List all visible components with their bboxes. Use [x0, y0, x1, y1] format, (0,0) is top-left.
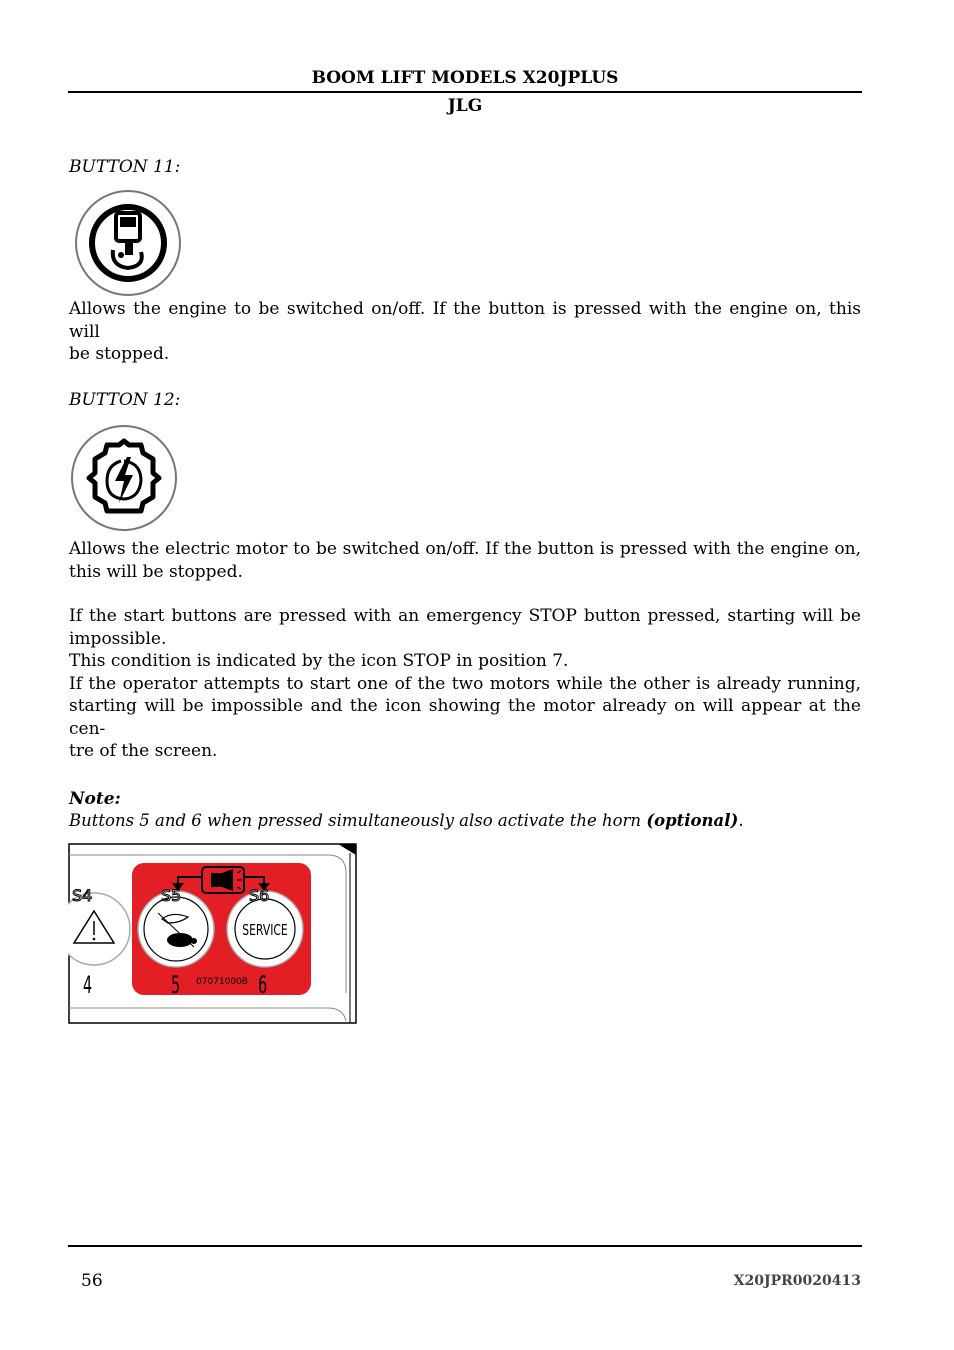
number-6: 6	[258, 971, 268, 1000]
start-conditions-paragraph: If the start buttons are pressed with an emergency STOP button pressed, starting will be impossible. This condition is indicated by the icon STOP in position 7. If the operator attempts to start one of the two motors while the other is already running, starting will be impossible and the icon showing the motor already on will appear at the cen- tre of the screen.	[69, 606, 861, 761]
document-code: X20JPR0020413	[733, 1273, 861, 1289]
document-brand: JLG	[447, 96, 483, 116]
button-11-label: BUTTON 11:	[69, 157, 181, 177]
button-12-label: BUTTON 12:	[69, 390, 181, 410]
label-s4: S4	[72, 886, 93, 905]
label-s5: S5	[161, 886, 182, 905]
note-title: Note:	[69, 789, 121, 809]
header-rule	[68, 91, 862, 93]
button-12-description: Allows the electric motor to be switched on/off. If the button is pressed with the engine on, this will be stopped.	[69, 539, 861, 582]
electric-motor-button-icon	[69, 423, 179, 533]
footer-rule	[68, 1245, 862, 1247]
label-s6: S6	[249, 886, 270, 905]
service-label: SERVICE	[242, 922, 288, 940]
control-panel-illustration	[68, 843, 360, 1025]
button-11-description: Allows the engine to be switched on/off. If the button is pressed with the engine on, this will be stopped.	[69, 299, 861, 364]
note-text: Buttons 5 and 6 when pressed simultaneously also activate the horn (optional).	[69, 811, 744, 830]
engine-start-button-icon	[73, 188, 183, 298]
document-title: BOOM LIFT MODELS X20JPLUS	[311, 68, 619, 88]
page-number: 56	[81, 1271, 103, 1291]
number-4: 4	[83, 971, 93, 1000]
turtle-icon	[167, 933, 193, 947]
number-5: 5	[171, 971, 181, 1000]
panel-code: 07071000B	[196, 977, 248, 987]
